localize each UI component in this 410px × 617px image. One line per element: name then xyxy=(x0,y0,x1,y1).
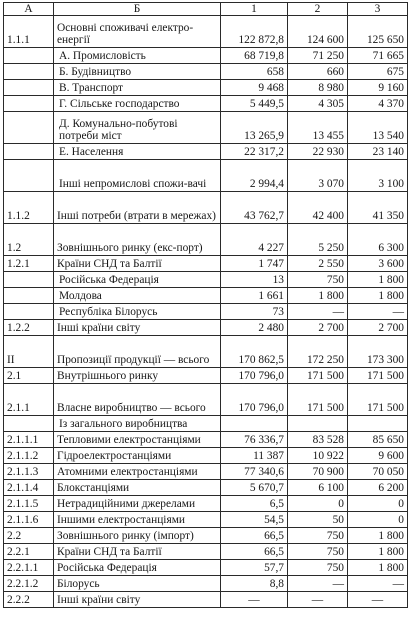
row-name: Інші країни світу xyxy=(54,320,221,336)
row-name: Білорусь xyxy=(54,576,221,592)
row-value-2 xyxy=(288,416,348,432)
row-value-2: 750 xyxy=(288,272,348,288)
row-value-1: 68 719,8 xyxy=(221,48,288,64)
table-row xyxy=(4,384,408,416)
row-code: 2.1.1.4 xyxy=(4,480,54,496)
table-row xyxy=(4,112,408,144)
row-name: Б. Будівництво xyxy=(54,64,221,80)
row-value-2: 0 xyxy=(288,496,348,512)
row-value-1: 57,7 xyxy=(221,560,288,576)
table-row xyxy=(4,592,408,608)
table-row xyxy=(4,480,408,496)
table-row xyxy=(4,528,408,544)
table-row xyxy=(4,96,408,112)
row-value-1: — xyxy=(221,592,288,608)
row-value-1 xyxy=(221,416,288,432)
row-code xyxy=(4,48,54,64)
row-value-2: 5 250 xyxy=(288,224,348,256)
row-value-1: 9 468 xyxy=(221,80,288,96)
row-value-3 xyxy=(348,416,408,432)
row-name: Інші непромислові спожи-вачі xyxy=(54,160,221,192)
row-code xyxy=(4,64,54,80)
row-code xyxy=(4,272,54,288)
row-value-3: 6 300 xyxy=(348,224,408,256)
row-value-3: 173 300 xyxy=(348,336,408,368)
row-code: 2.1.1.5 xyxy=(4,496,54,512)
row-code xyxy=(4,288,54,304)
table-row xyxy=(4,80,408,96)
table-row xyxy=(4,192,408,224)
row-value-1: 11 387 xyxy=(221,448,288,464)
row-value-2: 2 700 xyxy=(288,320,348,336)
table-row xyxy=(4,144,408,160)
row-value-3: 4 370 xyxy=(348,96,408,112)
row-value-3: — xyxy=(348,304,408,320)
row-name: Із загального виробництва xyxy=(54,416,221,432)
row-name: Країни СНД та Балтії xyxy=(54,256,221,272)
row-code: 2.1.1.1 xyxy=(4,432,54,448)
row-name: Нетрадиційними джерелами xyxy=(54,496,221,512)
row-value-3: — xyxy=(348,576,408,592)
row-value-1: 2 480 xyxy=(221,320,288,336)
row-name: Республіка Білорусь xyxy=(54,304,221,320)
row-name: Інші потреби (втрати в мережах) xyxy=(54,192,221,224)
table-row xyxy=(4,560,408,576)
header-row xyxy=(4,3,408,16)
row-value-2: 750 xyxy=(288,544,348,560)
table-row xyxy=(4,512,408,528)
row-name: Власне виробництво — всього xyxy=(54,384,221,416)
row-name: Блокстанціями xyxy=(54,480,221,496)
table-row xyxy=(4,48,408,64)
row-value-1: 66,5 xyxy=(221,544,288,560)
row-name: В. Транспорт xyxy=(54,80,221,96)
table-row xyxy=(4,288,408,304)
row-name: Основні споживачі електро-енергії xyxy=(54,16,221,48)
row-value-2: 3 070 xyxy=(288,160,348,192)
row-value-1: 170 796,0 xyxy=(221,368,288,384)
row-value-3: 171 500 xyxy=(348,368,408,384)
row-code xyxy=(4,416,54,432)
row-code: 2.2 xyxy=(4,528,54,544)
row-code xyxy=(4,160,54,192)
table-header xyxy=(4,3,408,16)
row-code xyxy=(4,304,54,320)
row-name: Е. Населення xyxy=(54,144,221,160)
row-name: Зовнішнього ринку (екс-порт) xyxy=(54,224,221,256)
row-value-2: 22 930 xyxy=(288,144,348,160)
row-code: 1.2 xyxy=(4,224,54,256)
row-value-3: — xyxy=(348,592,408,608)
row-value-3: 125 650 xyxy=(348,16,408,48)
row-value-3: 3 100 xyxy=(348,160,408,192)
row-code: 2.2.2 xyxy=(4,592,54,608)
row-value-3: 13 540 xyxy=(348,112,408,144)
row-value-1: 5 670,7 xyxy=(221,480,288,496)
row-value-1: 2 994,4 xyxy=(221,160,288,192)
row-value-1: 6,5 xyxy=(221,496,288,512)
row-value-2: 660 xyxy=(288,64,348,80)
row-value-3: 675 xyxy=(348,64,408,80)
electricity-balance-table xyxy=(3,2,408,608)
row-value-2: 124 600 xyxy=(288,16,348,48)
row-value-3: 70 050 xyxy=(348,464,408,480)
row-value-2: — xyxy=(288,592,348,608)
row-name: Російська Федерація xyxy=(54,560,221,576)
row-value-3: 9 160 xyxy=(348,80,408,96)
row-value-2: 42 400 xyxy=(288,192,348,224)
row-name: А. Промисловість xyxy=(54,48,221,64)
row-code: 2.1 xyxy=(4,368,54,384)
row-value-2: — xyxy=(288,576,348,592)
row-value-1: 76 336,7 xyxy=(221,432,288,448)
table-row xyxy=(4,336,408,368)
row-name: Російська Федерація xyxy=(54,272,221,288)
table-row xyxy=(4,160,408,192)
row-value-2: 8 980 xyxy=(288,80,348,96)
table-row xyxy=(4,320,408,336)
document-page xyxy=(3,2,407,608)
row-code: 2.1.1.6 xyxy=(4,512,54,528)
header-col-2: 2 xyxy=(288,3,348,16)
row-value-3: 3 600 xyxy=(348,256,408,272)
row-name: Інші країни світу xyxy=(54,592,221,608)
table-row xyxy=(4,544,408,560)
row-name: Країни СНД та Балтії xyxy=(54,544,221,560)
row-value-3: 23 140 xyxy=(348,144,408,160)
row-code: 1.2.1 xyxy=(4,256,54,272)
table-row xyxy=(4,304,408,320)
table-row xyxy=(4,448,408,464)
row-value-1: 658 xyxy=(221,64,288,80)
row-value-2: 13 455 xyxy=(288,112,348,144)
row-name: Гідроелектростанціями xyxy=(54,448,221,464)
row-code: 1.1.2 xyxy=(4,192,54,224)
row-value-2: 750 xyxy=(288,528,348,544)
row-value-1: 1 661 xyxy=(221,288,288,304)
table-body xyxy=(4,16,408,608)
row-value-2: 6 100 xyxy=(288,480,348,496)
row-value-2: 10 922 xyxy=(288,448,348,464)
row-value-3: 171 500 xyxy=(348,384,408,416)
row-value-2: 4 305 xyxy=(288,96,348,112)
row-name: Пропозиції продукції — всього xyxy=(54,336,221,368)
row-value-2: 83 528 xyxy=(288,432,348,448)
row-value-1: 122 872,8 xyxy=(221,16,288,48)
table-row xyxy=(4,64,408,80)
row-code: 2.2.1.1 xyxy=(4,560,54,576)
row-value-1: 73 xyxy=(221,304,288,320)
header-col-1: 1 xyxy=(221,3,288,16)
row-name: Атомними електростанціями xyxy=(54,464,221,480)
row-value-1: 22 317,2 xyxy=(221,144,288,160)
table-row xyxy=(4,432,408,448)
row-code xyxy=(4,96,54,112)
table-row xyxy=(4,464,408,480)
row-code: 2.1.1.2 xyxy=(4,448,54,464)
row-value-3: 1 800 xyxy=(348,544,408,560)
row-name: Тепловими електростанціями xyxy=(54,432,221,448)
row-value-1: 13 xyxy=(221,272,288,288)
header-code: А xyxy=(4,3,54,16)
row-name: Іншими електростанціями xyxy=(54,512,221,528)
row-code xyxy=(4,80,54,96)
row-value-3: 85 650 xyxy=(348,432,408,448)
row-value-1: 170 796,0 xyxy=(221,384,288,416)
header-name: Б xyxy=(54,3,221,16)
row-value-3: 0 xyxy=(348,512,408,528)
table-row xyxy=(4,416,408,432)
row-value-2: 70 900 xyxy=(288,464,348,480)
table-row xyxy=(4,496,408,512)
row-name: Зовнішнього ринку (імпорт) xyxy=(54,528,221,544)
row-value-3: 1 800 xyxy=(348,272,408,288)
row-value-3: 2 700 xyxy=(348,320,408,336)
row-value-2: 50 xyxy=(288,512,348,528)
row-value-1: 8,8 xyxy=(221,576,288,592)
row-value-1: 66,5 xyxy=(221,528,288,544)
row-value-3: 1 800 xyxy=(348,528,408,544)
row-value-1: 4 227 xyxy=(221,224,288,256)
row-code: 2.2.1 xyxy=(4,544,54,560)
row-name: Молдова xyxy=(54,288,221,304)
row-value-3: 41 350 xyxy=(348,192,408,224)
row-name: Г. Сільське господарство xyxy=(54,96,221,112)
row-value-1: 43 762,7 xyxy=(221,192,288,224)
header-col-3: 3 xyxy=(348,3,408,16)
row-code: ІІ xyxy=(4,336,54,368)
table-row xyxy=(4,368,408,384)
row-value-1: 5 449,5 xyxy=(221,96,288,112)
row-value-3: 0 xyxy=(348,496,408,512)
row-value-1: 13 265,9 xyxy=(221,112,288,144)
row-value-2: — xyxy=(288,304,348,320)
row-value-3: 71 665 xyxy=(348,48,408,64)
row-code xyxy=(4,144,54,160)
row-value-2: 2 550 xyxy=(288,256,348,272)
row-code: 2.1.1 xyxy=(4,384,54,416)
table-row xyxy=(4,576,408,592)
row-value-1: 54,5 xyxy=(221,512,288,528)
row-code xyxy=(4,112,54,144)
table-row xyxy=(4,16,408,48)
row-code: 1.2.2 xyxy=(4,320,54,336)
row-value-3: 1 800 xyxy=(348,288,408,304)
row-name: Д. Комунально-побутові потреби міст xyxy=(54,112,221,144)
table-row xyxy=(4,272,408,288)
row-value-3: 6 200 xyxy=(348,480,408,496)
row-code: 2.1.1.3 xyxy=(4,464,54,480)
row-value-2: 750 xyxy=(288,560,348,576)
row-value-2: 171 500 xyxy=(288,368,348,384)
row-value-2: 71 250 xyxy=(288,48,348,64)
row-name: Внутрішнього ринку xyxy=(54,368,221,384)
row-code: 1.1.1 xyxy=(4,16,54,48)
row-value-3: 1 800 xyxy=(348,560,408,576)
row-value-1: 170 862,5 xyxy=(221,336,288,368)
row-value-2: 171 500 xyxy=(288,384,348,416)
row-value-2: 1 800 xyxy=(288,288,348,304)
row-value-3: 9 600 xyxy=(348,448,408,464)
table-row xyxy=(4,256,408,272)
row-value-2: 172 250 xyxy=(288,336,348,368)
row-value-1: 1 747 xyxy=(221,256,288,272)
row-code: 2.2.1.2 xyxy=(4,576,54,592)
row-value-1: 77 340,6 xyxy=(221,464,288,480)
table-row xyxy=(4,224,408,256)
